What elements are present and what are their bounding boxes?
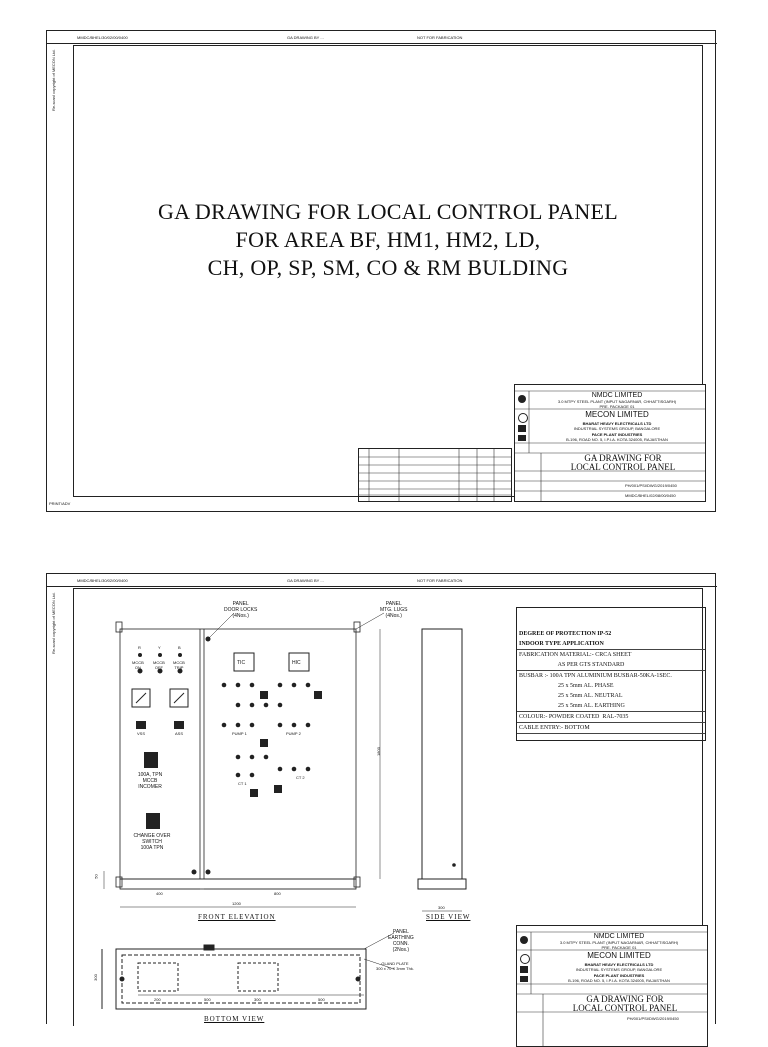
incomer-label: 100A, TPN MCCB INCOMER (137, 772, 163, 790)
contractor-group-2: INDUSTRIAL SYSTEMS GROUP, BANGALORE (575, 967, 663, 972)
side-view-label: SIDE VIEW (426, 913, 471, 921)
changeover-label: CHANGE OVER SWITCH 100A TPN (133, 833, 171, 851)
tic-label: TIC (237, 660, 246, 666)
drawing-number-top: MMDC/BHEL/30/02/00/0400 (77, 35, 128, 40)
project-name-2: 3.0 MTPY STEEL PLANT (INPUT NAGARNAR, CHHATTISGARH) (559, 940, 679, 945)
dim-500b: 500 (318, 997, 325, 1002)
contractor-logo (518, 425, 526, 432)
note-earthing: 25 x 5mm AL. EARTHING (517, 701, 705, 712)
lamp-label-b: B (178, 645, 181, 650)
mccb-trip-label: MCCB TRIP (173, 660, 185, 670)
drawing-frame (73, 45, 703, 497)
dim-300-side: 300 (438, 905, 445, 910)
bottom-view-label: BOTTOM VIEW (204, 1015, 265, 1023)
consultant-logo-2 (520, 954, 530, 964)
drawing-title-line-1: GA DRAWING FOR (584, 453, 662, 463)
lugs-callout: PANEL MTG. LUGS (4Nos.) (380, 601, 408, 619)
title-block (514, 384, 706, 502)
title-line-2: FOR AREA BF, HM1, HM2, LD, (235, 227, 541, 252)
vss-label: VSS (137, 731, 146, 736)
meter-icons (132, 689, 188, 707)
side-copyright-note: Re-scan/ copyright of MECON Ltd. (51, 49, 56, 111)
title-line-3: CH, OP, SP, SM, CO & RM BULDING (207, 255, 569, 280)
lamp-label-y: Y (158, 645, 161, 650)
dim-50: 50 (93, 874, 99, 879)
drawing-number-top-2: MMDC/BHEL/30/02/00/0400 (77, 578, 128, 583)
drawing-top-label-2: GA DRAWING BY ... (287, 578, 324, 583)
consultant-name-2: MECON LIMITED (587, 951, 651, 960)
dim-200: 200 (154, 997, 161, 1002)
revision-table (358, 448, 512, 502)
note-busbar: BUSBAR :- 100A TPN ALUMINIUM BUSBAR-50KA-1SEC. (519, 673, 672, 679)
drawing-frame-2 (73, 588, 703, 1026)
consultant-logo (518, 413, 528, 423)
drawing-title (74, 198, 702, 282)
client-name: NMDC LIMITED (591, 392, 643, 399)
push-button-icons (222, 683, 322, 797)
dim-1200: 1200 (232, 901, 241, 906)
vendor-address-2: B-196, ROAD NO. 5, I.P.I.A. KOTA 324005, RAJASTHAN (568, 978, 670, 983)
note-indoor: INDOOR TYPE APPLICATION (517, 639, 705, 650)
drawing-top-label: GA DRAWING BY ... (287, 35, 324, 40)
dim-300-bottom: 300 (92, 974, 98, 981)
contractor-logo-2 (520, 966, 528, 973)
ct2-label: CT 2 (296, 775, 305, 780)
dim-800: 800 (274, 891, 281, 896)
dim-1800: 1800 (375, 747, 381, 756)
hic-label: HIC (292, 660, 301, 666)
client-name-2: NMDC LIMITED (593, 933, 645, 940)
client-logo-2 (520, 936, 528, 944)
note-cable-entry: CABLE ENTRY:- BOTTOM (517, 723, 705, 734)
note-material-std: AS PER GTS STANDARD (517, 660, 705, 671)
drawing-sheet-2 (46, 573, 716, 1024)
dim-400: 400 (156, 891, 163, 896)
package-name: PRE. PACKAGE 01 (599, 404, 635, 409)
ct1-label: CT 1 (238, 781, 247, 786)
pump2-label: PUMP 2 (286, 731, 301, 736)
mccb-on-label: MCCB ON (132, 660, 144, 670)
document-number-2: PH/001/PSI/DWG/2019/0450 (627, 1016, 679, 1021)
note-protection: DEGREE OF PROTECTION IP-52 (519, 631, 612, 637)
title-line-1: GA DRAWING FOR LOCAL CONTROL PANEL (157, 199, 619, 224)
client-logo (518, 395, 526, 403)
panel-drawing (74, 589, 514, 1029)
gland-plate-callout: GLAND PLATE 300 x 70 X 3mm Thk. (376, 961, 414, 971)
fabrication-label: NOT FOR FABRICATION (417, 35, 463, 40)
pump1-label: PUMP 1 (232, 731, 247, 736)
fabrication-label-2: NOT FOR FABRICATION (417, 578, 463, 583)
package-name-2: PRE. PACKAGE 01 (601, 945, 637, 950)
vendor-logo-2 (520, 976, 528, 982)
door-lock-icons (192, 637, 211, 875)
contractor-name: BHARAT HEAVY ELECTRICALS LTD (582, 421, 652, 426)
side-view-outline (418, 629, 466, 889)
drawing-title-2-line-1: GA DRAWING FOR (586, 994, 664, 1004)
lamp-label-r: R (138, 645, 141, 650)
bottom-view-outline (102, 945, 366, 1009)
drawing-title-line-2: LOCAL CONTROL PANEL (570, 462, 676, 472)
drawing-title-2-line-2: LOCAL CONTROL PANEL (572, 1003, 678, 1013)
specification-notes (516, 607, 706, 741)
print-label: PRINT/ADV (49, 501, 71, 506)
note-phase: 25 x 5mm AL. PHASE (519, 683, 614, 689)
vendor-name: PACE PLANT INDUSTRIES (591, 432, 643, 437)
vendor-logo (518, 435, 526, 441)
vendor-address: B-196, ROAD NO. 5, I.P.I.A. KOTA 324005, RAJASTHAN (566, 437, 668, 442)
dim-500a: 500 (204, 997, 211, 1002)
document-number: PH/001/PSI/DWG/2019/0450 (625, 483, 677, 488)
dim-300: 300 (254, 997, 261, 1002)
contractor-name-2: BHARAT HEAVY ELECTRICALS LTD (584, 962, 654, 967)
contractor-group: INDUSTRIAL SYSTEMS GROUP, BANGALORE (573, 426, 661, 431)
door-locks-callout: PANEL DOOR LOCKS (4Nos.) (224, 601, 258, 619)
revision-grid (359, 449, 511, 501)
note-material: FABRICATION MATERIAL:- CRCA SHEET (519, 652, 632, 658)
note-neutral: 25 x 5mm AL. NEUTRAL (519, 693, 623, 699)
side-copyright-note-2: Re-scan/ copyright of MECON Ltd. (51, 592, 56, 654)
drawing-sheet-1 (46, 30, 716, 512)
note-colour: COLOUR:- POWDER COATED RAL-7035 (517, 712, 705, 723)
earthing-callout: PANEL EARTHING CONN. (2Nos.) (388, 929, 414, 953)
mmdc-number: MMDC/BHEL/02/08/00/0450 (625, 493, 676, 498)
consultant-name: MECON LIMITED (585, 410, 649, 419)
front-elevation-label: FRONT ELEVATION (198, 913, 276, 921)
mccb-off-label: MCCB OFF (153, 660, 165, 670)
project-name: 3.0 MTPY STEEL PLANT (INPUT NAGARNAR, CHHATTISGARH) (557, 399, 677, 404)
vendor-name-2: PACE PLANT INDUSTRIES (593, 973, 645, 978)
title-block-2 (516, 925, 708, 1047)
ass-label: ASS (175, 731, 184, 736)
